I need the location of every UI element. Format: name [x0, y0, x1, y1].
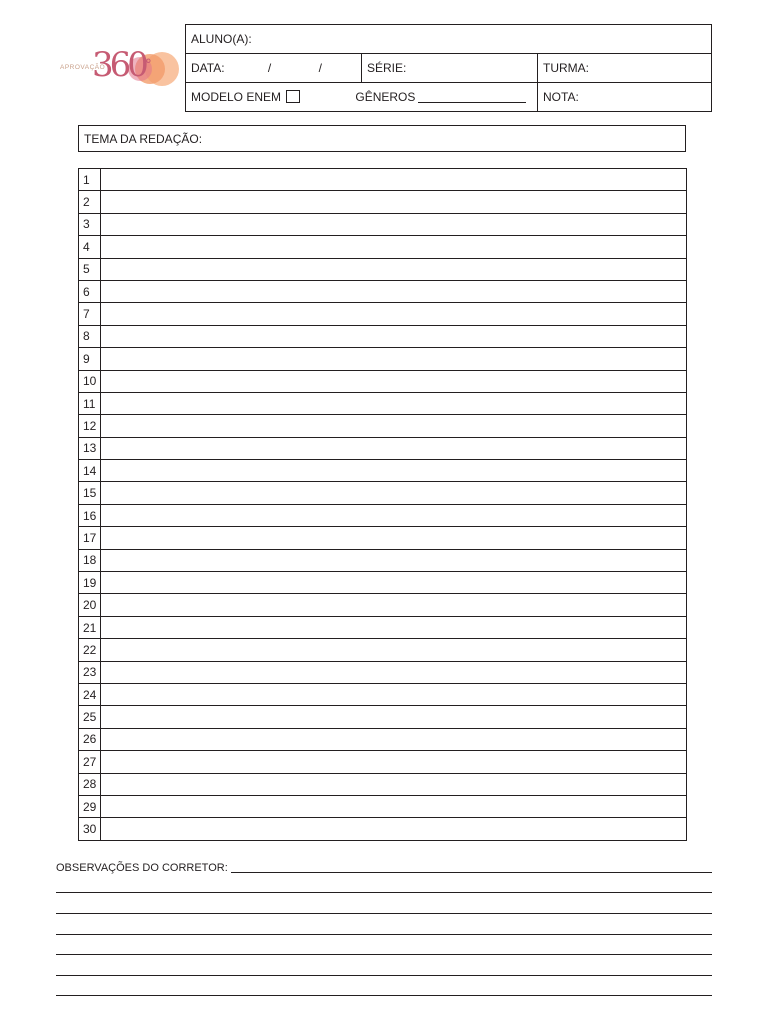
turma-field[interactable] — [538, 54, 712, 83]
writing-line-row — [79, 415, 687, 437]
generos-input-line[interactable] — [418, 102, 526, 103]
writing-line-row — [79, 169, 687, 191]
modelo-enem-label: MODELO ENEM — [191, 90, 282, 104]
writing-line[interactable] — [101, 795, 687, 817]
writing-line-row — [79, 325, 687, 347]
line-number: 24 — [79, 683, 101, 705]
line-number: 19 — [79, 572, 101, 594]
writing-line-row — [79, 773, 687, 795]
writing-line-row — [79, 303, 687, 325]
data-label: DATA: — [191, 61, 225, 75]
data-sep-1: / — [267, 61, 272, 75]
line-number: 2 — [79, 191, 101, 213]
writing-line-row — [79, 594, 687, 616]
writing-line-row — [79, 504, 687, 526]
writing-line-row — [79, 236, 687, 258]
writing-line-row — [79, 572, 687, 594]
writing-line[interactable] — [101, 303, 687, 325]
line-number: 23 — [79, 661, 101, 683]
writing-line[interactable] — [101, 280, 687, 302]
obs-line[interactable] — [56, 975, 712, 976]
writing-line-row — [79, 616, 687, 638]
writing-line-row — [79, 370, 687, 392]
writing-line[interactable] — [101, 482, 687, 504]
tema-field[interactable] — [78, 125, 686, 152]
writing-line[interactable] — [101, 236, 687, 258]
writing-line-row — [79, 213, 687, 235]
writing-line[interactable] — [101, 751, 687, 773]
writing-line-row — [79, 795, 687, 817]
line-number: 30 — [79, 818, 101, 840]
line-number: 17 — [79, 527, 101, 549]
line-number: 28 — [79, 773, 101, 795]
writing-line[interactable] — [101, 325, 687, 347]
data-sep-2: / — [318, 61, 322, 75]
writing-line[interactable] — [101, 213, 687, 235]
writing-line-row — [79, 482, 687, 504]
data-field[interactable] — [186, 54, 362, 83]
line-number: 6 — [79, 280, 101, 302]
writing-line-row — [79, 728, 687, 750]
logo — [58, 44, 182, 94]
writing-line-row — [79, 818, 687, 840]
aluno-label: ALUNO(A): — [191, 32, 252, 46]
writing-line[interactable] — [101, 594, 687, 616]
line-number: 20 — [79, 594, 101, 616]
writing-line-row — [79, 392, 687, 414]
writing-line[interactable] — [101, 728, 687, 750]
line-number: 4 — [79, 236, 101, 258]
generos-label: GÊNEROS — [355, 90, 416, 104]
line-number: 13 — [79, 437, 101, 459]
line-number: 7 — [79, 303, 101, 325]
line-number: 15 — [79, 482, 101, 504]
writing-line-row — [79, 280, 687, 302]
writing-line[interactable] — [101, 683, 687, 705]
logo-number: 360° — [92, 45, 152, 85]
writing-line[interactable] — [101, 616, 687, 638]
writing-line[interactable] — [101, 504, 687, 526]
line-number: 16 — [79, 504, 101, 526]
line-number: 18 — [79, 549, 101, 571]
line-number: 3 — [79, 213, 101, 235]
line-number: 1 — [79, 169, 101, 191]
obs-line[interactable] — [56, 892, 712, 893]
writing-line[interactable] — [101, 392, 687, 414]
line-number: 14 — [79, 460, 101, 482]
writing-line-row — [79, 549, 687, 571]
line-number: 25 — [79, 706, 101, 728]
writing-line-row — [79, 258, 687, 280]
nota-label: NOTA: — [543, 90, 579, 104]
serie-label: SÉRIE: — [367, 61, 407, 75]
writing-line-row — [79, 751, 687, 773]
writing-line[interactable] — [101, 191, 687, 213]
writing-line-row — [79, 460, 687, 482]
modelo-enem-checkbox[interactable] — [286, 90, 300, 103]
obs-line[interactable] — [56, 954, 712, 955]
modelo-generos-field — [186, 83, 538, 112]
writing-line[interactable] — [101, 773, 687, 795]
line-number: 12 — [79, 415, 101, 437]
observacoes-label: OBSERVAÇÕES DO CORRETOR: — [56, 862, 231, 874]
obs-line[interactable] — [56, 995, 712, 996]
tema-label: TEMA DA REDAÇÃO: — [84, 132, 203, 146]
line-number: 29 — [79, 795, 101, 817]
line-number: 8 — [79, 325, 101, 347]
writing-line[interactable] — [101, 661, 687, 683]
writing-line[interactable] — [101, 460, 687, 482]
turma-label: TURMA: — [543, 61, 589, 75]
writing-line[interactable] — [101, 437, 687, 459]
writing-line-row — [79, 639, 687, 661]
writing-line-row — [79, 437, 687, 459]
writing-line[interactable] — [101, 572, 687, 594]
writing-line-row — [79, 527, 687, 549]
writing-line[interactable] — [101, 639, 687, 661]
writing-line-row — [79, 348, 687, 370]
writing-line[interactable] — [101, 370, 687, 392]
writing-line-row — [79, 683, 687, 705]
logo-text: APROVAÇÃO — [60, 64, 106, 71]
line-number: 9 — [79, 348, 101, 370]
writing-line[interactable] — [101, 415, 687, 437]
writing-line[interactable] — [101, 818, 687, 840]
serie-field[interactable] — [362, 54, 538, 83]
line-number: 26 — [79, 728, 101, 750]
writing-line[interactable] — [101, 527, 687, 549]
writing-line[interactable] — [101, 549, 687, 571]
line-number: 22 — [79, 639, 101, 661]
writing-lines-table — [78, 168, 687, 841]
line-number: 11 — [79, 392, 101, 414]
writing-line[interactable] — [101, 169, 687, 191]
obs-line[interactable] — [56, 913, 712, 914]
student-info-table — [185, 24, 712, 112]
writing-line-row — [79, 661, 687, 683]
writing-line-row — [79, 191, 687, 213]
aluno-field[interactable] — [186, 25, 712, 54]
nota-field[interactable] — [538, 83, 712, 112]
writing-line[interactable] — [101, 258, 687, 280]
writing-line[interactable] — [101, 706, 687, 728]
line-number: 10 — [79, 370, 101, 392]
writing-line[interactable] — [101, 348, 687, 370]
writing-line-row — [79, 706, 687, 728]
line-number: 27 — [79, 751, 101, 773]
line-number: 21 — [79, 616, 101, 638]
obs-line[interactable] — [56, 934, 712, 935]
line-number: 5 — [79, 258, 101, 280]
